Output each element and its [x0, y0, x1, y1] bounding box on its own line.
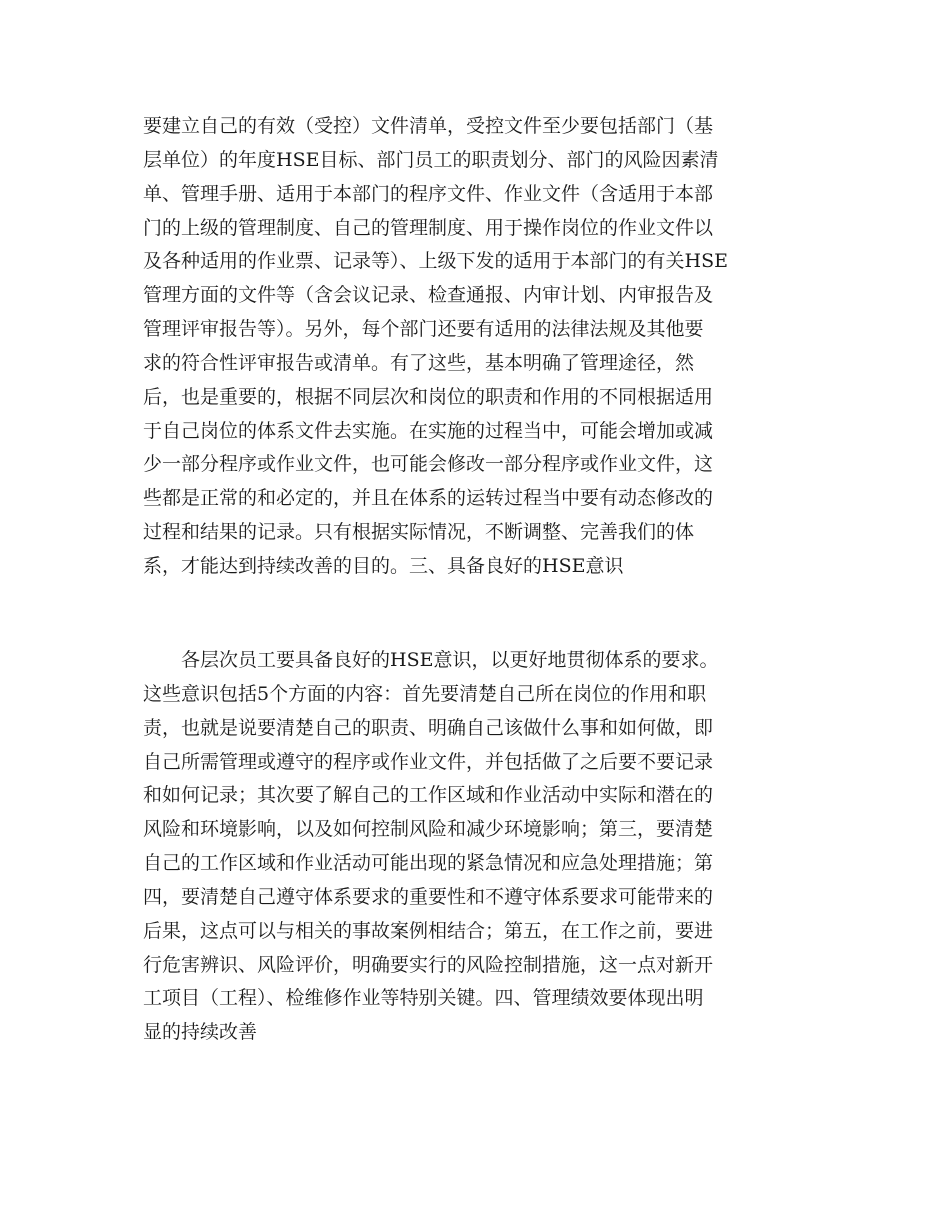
- text-line: 系，才能达到持续改善的目的。三、具备良好的HSE意识: [143, 554, 624, 577]
- text-line: 风险和环境影响，以及如何控制风险和减少环境影响；第三，要清楚: [143, 818, 714, 841]
- text-line: 后果，这点可以与相关的事故案例相结合；第五，在工作之前，要进: [143, 919, 714, 942]
- text-line: 显的持续改善: [143, 1021, 258, 1044]
- text-line: 管理评审报告等）。另外，每个部门还要有适用的法律法规及其他要: [143, 318, 704, 341]
- text-line: 及各种适用的作业票、记录等）、上级下发的适用于本部门的有关HSE: [143, 250, 728, 273]
- text-line: 责，也就是说要清楚自己的职责、明确自己该做什么事和如何做，即: [143, 716, 714, 739]
- text-line: 这些意识包括5个方面的内容：首先要清楚自己所在岗位的作用和职: [143, 682, 707, 705]
- text-line: 于自己岗位的体系文件去实施。在实施的过程当中，可能会增加或减: [143, 419, 714, 442]
- text-line: 工项目（工程）、检维修作业等特别关键。四、管理绩效要体现出明: [143, 987, 704, 1010]
- text-line: 自己所需管理或遵守的程序或作业文件，并包括做了之后要不要记录: [143, 750, 714, 773]
- text-line: 层单位）的年度HSE目标、部门员工的职责划分、部门的风险因素清: [143, 148, 719, 171]
- text-line: 各层次员工要具备良好的HSE意识，以更好地贯彻体系的要求。: [143, 649, 719, 671]
- text-line: 过程和结果的记录。只有根据实际情况，不断调整、完善我们的体: [143, 521, 695, 544]
- text-line: 单、管理手册、适用于本部门的程序文件、作业文件（含适用于本部: [143, 182, 714, 205]
- paragraph-hse-awareness: [143, 644, 823, 1050]
- text-line: 求的符合性评审报告或清单。有了这些，基本明确了管理途径，然: [143, 351, 695, 374]
- text-line: 门的上级的管理制度、自己的管理制度、用于操作岗位的作业文件以: [143, 216, 714, 239]
- paragraph-controlled-documents: [143, 110, 823, 584]
- text-line: 四，要清楚自己遵守体系要求的重要性和不遵守体系要求可能带来的: [143, 885, 714, 908]
- text-line: 和如何记录；其次要了解自己的工作区域和作业活动中实际和潜在的: [143, 784, 714, 807]
- text-line: 管理方面的文件等（含会议记录、检查通报、内审计划、内审报告及: [143, 284, 714, 307]
- text-line: 行危害辨识、风险评价，明确要实行的风险控制措施，这一点对新开: [143, 953, 714, 976]
- text-line: 自己的工作区域和作业活动可能出现的紧急情况和应急处理措施；第: [143, 852, 714, 875]
- text-line: 些都是正常的和必定的，并且在体系的运转过程当中要有动态修改的: [143, 487, 714, 510]
- text-line: 少一部分程序或作业文件，也可能会修改一部分程序或作业文件，这: [143, 453, 714, 476]
- text-line: 要建立自己的有效（受控）文件清单，受控文件至少要包括部门（基: [143, 115, 714, 137]
- text-line: 后，也是重要的，根据不同层次和岗位的职责和作用的不同根据适用: [143, 385, 714, 408]
